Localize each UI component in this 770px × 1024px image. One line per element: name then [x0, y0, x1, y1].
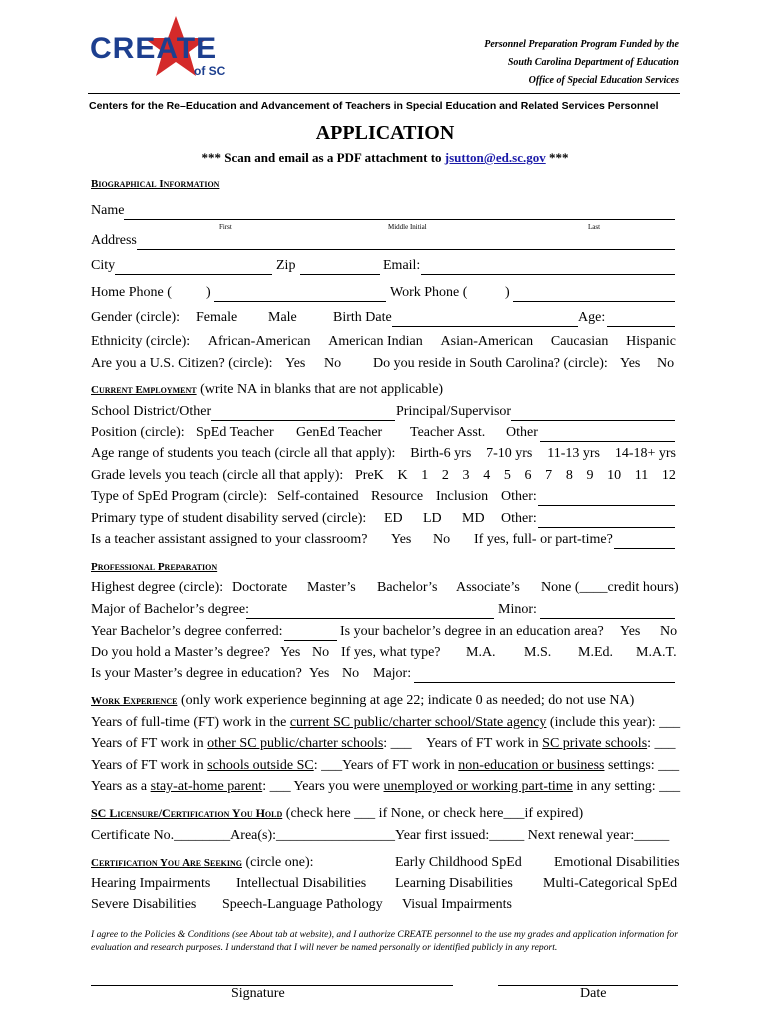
gender-male[interactable]: Male: [268, 310, 297, 325]
bio-heading: [91, 178, 219, 190]
position-other-field[interactable]: [540, 441, 675, 442]
degree-option[interactable]: Bachelor’s: [377, 580, 438, 595]
masters-ed-question: Is your Master’s degree in education?: [91, 666, 302, 681]
ethnicity-label: Ethnicity (circle):: [91, 334, 191, 349]
district-field[interactable]: [211, 420, 395, 421]
disability-other-field[interactable]: [538, 527, 675, 528]
first-label: First: [219, 223, 232, 231]
birth-date-field[interactable]: [392, 326, 578, 327]
work-line-4: [91, 779, 680, 795]
licensure-heading-text: SC Licensure/Certification You Hold: [91, 806, 283, 820]
highest-label: Highest degree (circle):: [91, 580, 224, 595]
centers-text: Centers for the Re–Education and Advancement of Teachers in Special Education and Related Services Personnel: [89, 100, 659, 112]
work-line-2b: [426, 736, 676, 752]
email-field[interactable]: [421, 274, 675, 275]
licensure-note: (check here ___ if None, or check here___if expired): [282, 806, 584, 821]
work-text: non-education or business: [458, 758, 605, 773]
masters-ed-yes[interactable]: Yes: [309, 666, 330, 681]
work-text: schools outside SC: [207, 758, 314, 773]
address-field[interactable]: [137, 249, 675, 250]
work-text: : ___: [383, 736, 412, 751]
seeking-note: (circle one):: [242, 855, 314, 870]
degree-none-option[interactable]: None (____credit hours): [541, 580, 679, 595]
work-line-2: [91, 736, 412, 752]
logo-text: CREATE: [90, 32, 218, 65]
grade-option[interactable]: 4: [483, 468, 491, 483]
employment-note: (write NA in blanks that are not applicable): [196, 382, 444, 397]
gender-female[interactable]: Female: [196, 310, 238, 325]
work-text: : ___Years of FT work in: [313, 758, 459, 773]
position-option[interactable]: Other: [506, 425, 538, 440]
program-option[interactable]: Other:: [501, 489, 537, 504]
position-label: Position (circle):: [91, 425, 185, 440]
ethnicity-option[interactable]: African-American: [207, 334, 311, 349]
seeking-heading-text: Certification You Are Seeking: [91, 857, 242, 869]
grade-option[interactable]: 12: [661, 468, 676, 483]
work-text: unemployed or working part-time: [383, 779, 573, 794]
year-conferred-label: Year Bachelor’s degree conferred:: [91, 624, 283, 639]
masters-type-option[interactable]: M.A.: [466, 645, 496, 660]
middle-label: Middle Initial: [388, 223, 427, 231]
masters-major-label: Major:: [373, 666, 412, 681]
program-other-field[interactable]: [538, 505, 675, 506]
position-option[interactable]: GenEd Teacher: [296, 425, 383, 440]
masters-question: Do you hold a Master’s degree?: [91, 645, 270, 660]
cert-option[interactable]: Early Childhood SpEd: [395, 855, 522, 870]
name-label: Name: [91, 203, 125, 218]
program-option[interactable]: Self-contained: [277, 489, 359, 504]
masters-type-option[interactable]: M.Ed.: [578, 645, 613, 660]
fullpart-field[interactable]: [614, 548, 675, 549]
scan-instructions: [0, 150, 770, 166]
prep-heading-text: Professional Preparation: [91, 561, 218, 573]
email-link[interactable]: jsutton@ed.sc.gov: [444, 150, 546, 165]
work-heading: [91, 693, 634, 709]
work-text: : ___: [647, 736, 676, 751]
grade-option[interactable]: 3: [462, 468, 470, 483]
email-label: Email:: [383, 258, 421, 273]
sc-resident-yes[interactable]: Yes: [620, 356, 641, 371]
employment-heading: [91, 382, 443, 398]
age-range-row: [91, 446, 676, 462]
citizen-yes[interactable]: Yes: [285, 356, 306, 371]
year-conferred-field[interactable]: [284, 640, 337, 641]
work-line-3: [91, 758, 679, 774]
grade-option[interactable]: 10: [607, 468, 622, 483]
work-text: SC private schools: [542, 736, 648, 751]
cert-option[interactable]: Hearing Impairments: [91, 876, 211, 891]
age-field[interactable]: [607, 326, 675, 327]
minor-field[interactable]: [540, 618, 675, 619]
age-range-option[interactable]: 14-18+ yrs: [614, 446, 676, 461]
fullpart-label: If yes, full- or part-time?: [474, 532, 613, 547]
cert-option[interactable]: Severe Disabilities: [91, 897, 197, 912]
scan-prefix: *** Scan and email as a PDF attachment to: [201, 150, 445, 165]
degree-option[interactable]: Doctorate: [232, 580, 288, 595]
in-ed-no[interactable]: No: [660, 624, 678, 639]
work-text: stay-at-home parent: [150, 779, 263, 794]
ethnicity-row: [91, 334, 676, 350]
assistant-label: Is a teacher assistant assigned to your classroom?: [91, 532, 368, 547]
assistant-yes[interactable]: Yes: [391, 532, 412, 547]
grade-option[interactable]: 11: [634, 468, 649, 483]
work-text: : ___ Years you were: [262, 779, 384, 794]
citizen-no[interactable]: No: [324, 356, 342, 371]
disability-option[interactable]: MD: [462, 511, 485, 526]
ethnicity-option[interactable]: Hispanic: [626, 334, 676, 349]
cert-option[interactable]: Visual Impairments: [402, 897, 512, 912]
page-title: APPLICATION: [315, 122, 455, 144]
work-text: Years of FT work in: [426, 736, 543, 751]
work-heading-text: Work Experience: [91, 695, 178, 707]
zip-label: Zip: [276, 258, 296, 273]
header-block: [484, 36, 679, 90]
work-text: settings: ___: [604, 758, 680, 773]
grade-option[interactable]: 2: [441, 468, 449, 483]
masters-type-option[interactable]: M.A.T.: [636, 645, 677, 660]
ethnicity-option[interactable]: American Indian: [328, 334, 423, 349]
principal-field[interactable]: [511, 420, 675, 421]
ethnicity-option[interactable]: Caucasian: [550, 334, 609, 349]
grade-option[interactable]: 5: [503, 468, 511, 483]
birth-date-label: Birth Date: [333, 310, 392, 325]
grade-option[interactable]: PreK: [355, 468, 384, 483]
age-range-label: Age range of students you teach (circle all that apply):: [91, 446, 396, 461]
program-option[interactable]: Resource: [371, 489, 424, 504]
seeking-heading: [91, 855, 314, 871]
name-field[interactable]: [124, 219, 675, 220]
grade-option[interactable]: 6: [524, 468, 532, 483]
masters-type-option[interactable]: M.S.: [524, 645, 552, 660]
program-option[interactable]: Inclusion: [436, 489, 489, 504]
address-label: Address: [91, 233, 137, 248]
bio-heading-text: Biographical Information: [91, 178, 220, 190]
age-label: Age:: [578, 310, 606, 325]
home-phone-label: Home Phone (: [91, 285, 172, 300]
work-line-1: [91, 715, 680, 731]
header-line-3: Office of Special Education Services: [528, 75, 679, 86]
work-text: in any setting: ___: [572, 779, 681, 794]
age-range-option[interactable]: 7-10 yrs: [486, 446, 533, 461]
header-divider: [88, 93, 680, 94]
ethnicity-option[interactable]: Asian-American: [440, 334, 534, 349]
grade-option[interactable]: 8: [565, 468, 573, 483]
work-phone-paren: ): [505, 285, 510, 300]
masters-type-question: If yes, what type?: [341, 645, 441, 660]
licensure-heading: [91, 806, 583, 822]
sc-resident-label: Do you reside in South Carolina? (circle):: [373, 356, 608, 371]
major-field[interactable]: [246, 618, 494, 619]
city-field[interactable]: [115, 274, 272, 275]
grades-label: Grade levels you teach (circle all that apply):: [91, 468, 344, 483]
employment-heading-text: Current Employment: [91, 384, 197, 396]
gender-label: Gender (circle):: [91, 310, 180, 325]
in-ed-yes[interactable]: Yes: [620, 624, 641, 639]
work-text: Years of full-time (FT) work in the: [91, 715, 290, 730]
major-label: Major of Bachelor’s degree:: [91, 602, 249, 617]
date-label: Date: [580, 986, 607, 1001]
disability-option[interactable]: LD: [423, 511, 442, 526]
zip-field[interactable]: [300, 274, 380, 275]
grade-option[interactable]: 9: [586, 468, 594, 483]
grade-option[interactable]: K: [397, 468, 408, 483]
work-text: Years as a: [91, 779, 151, 794]
scan-suffix: ***: [545, 150, 569, 165]
cert-option[interactable]: Emotional Disabilities: [554, 855, 680, 870]
sc-resident-no[interactable]: No: [657, 356, 675, 371]
masters-yes[interactable]: Yes: [280, 645, 301, 660]
masters-no[interactable]: No: [312, 645, 330, 660]
disability-option[interactable]: ED: [384, 511, 403, 526]
masters-major-field[interactable]: [414, 682, 675, 683]
district-label: School District/Other: [91, 404, 212, 419]
home-phone-paren: ): [206, 285, 211, 300]
grades-options: [355, 468, 676, 484]
grade-option[interactable]: 1: [421, 468, 429, 483]
degree-option[interactable]: Master’s: [307, 580, 356, 595]
assistant-no[interactable]: No: [433, 532, 451, 547]
work-text: other SC public/charter schools: [207, 736, 384, 751]
citizen-label: Are you a U.S. Citizen? (circle):: [91, 356, 273, 371]
work-text: current SC public/charter school/State agency: [289, 715, 547, 730]
create-logo: [88, 14, 238, 84]
agreement-text: I agree to the Policies & Conditions (see About tab at website), and I authorize CREATE personnel to the use my grades and application information for evaluation and research purposes. I understand that I will never be named personally or identified publicly in any report.: [91, 929, 678, 953]
work-text: Years of FT work in: [91, 758, 208, 773]
work-text: (include this year): ___: [546, 715, 681, 730]
home-phone-field[interactable]: [214, 301, 386, 302]
minor-label: Minor:: [498, 602, 537, 617]
certificate-line[interactable]: Certificate No.________Area(s):_________________Year first issued:_____ Next renewal year:_____: [91, 828, 670, 843]
cert-option[interactable]: Intellectual Disabilities: [236, 876, 367, 891]
work-phone-label: Work Phone (: [390, 285, 468, 300]
age-range-option[interactable]: Birth-6 yrs: [410, 446, 472, 461]
cert-option[interactable]: Learning Disabilities: [395, 876, 513, 891]
prep-heading: [91, 561, 217, 573]
work-text: Years of FT work in: [91, 736, 208, 751]
last-label: Last: [588, 223, 601, 231]
principal-label: Principal/Supervisor: [396, 404, 512, 419]
work-phone-field[interactable]: [513, 301, 675, 302]
work-note: (only work experience beginning at age 22; indicate 0 as needed; do not use NA): [177, 693, 635, 708]
in-ed-label: Is your bachelor’s degree in an education area?: [340, 624, 604, 639]
cert-option[interactable]: Multi-Categorical SpEd: [543, 876, 678, 891]
position-option[interactable]: SpEd Teacher: [196, 425, 274, 440]
header-line-1: Personnel Preparation Program Funded by the: [484, 39, 679, 50]
city-label: City: [91, 258, 116, 273]
cert-option[interactable]: Speech-Language Pathology: [222, 897, 383, 912]
signature-label: Signature: [231, 986, 285, 1001]
age-range-option[interactable]: 11-13 yrs: [547, 446, 600, 461]
grade-option[interactable]: 7: [545, 468, 553, 483]
masters-ed-no[interactable]: No: [342, 666, 360, 681]
logo-sub: of SC: [194, 64, 226, 78]
position-option[interactable]: Teacher Asst.: [410, 425, 486, 440]
header-line-2: South Carolina Department of Education: [507, 57, 679, 68]
disability-option[interactable]: Other:: [501, 511, 537, 526]
program-label: Type of SpEd Program (circle):: [91, 489, 268, 504]
degree-option[interactable]: Associate’s: [456, 580, 520, 595]
disability-label: Primary type of student disability served (circle):: [91, 511, 367, 526]
